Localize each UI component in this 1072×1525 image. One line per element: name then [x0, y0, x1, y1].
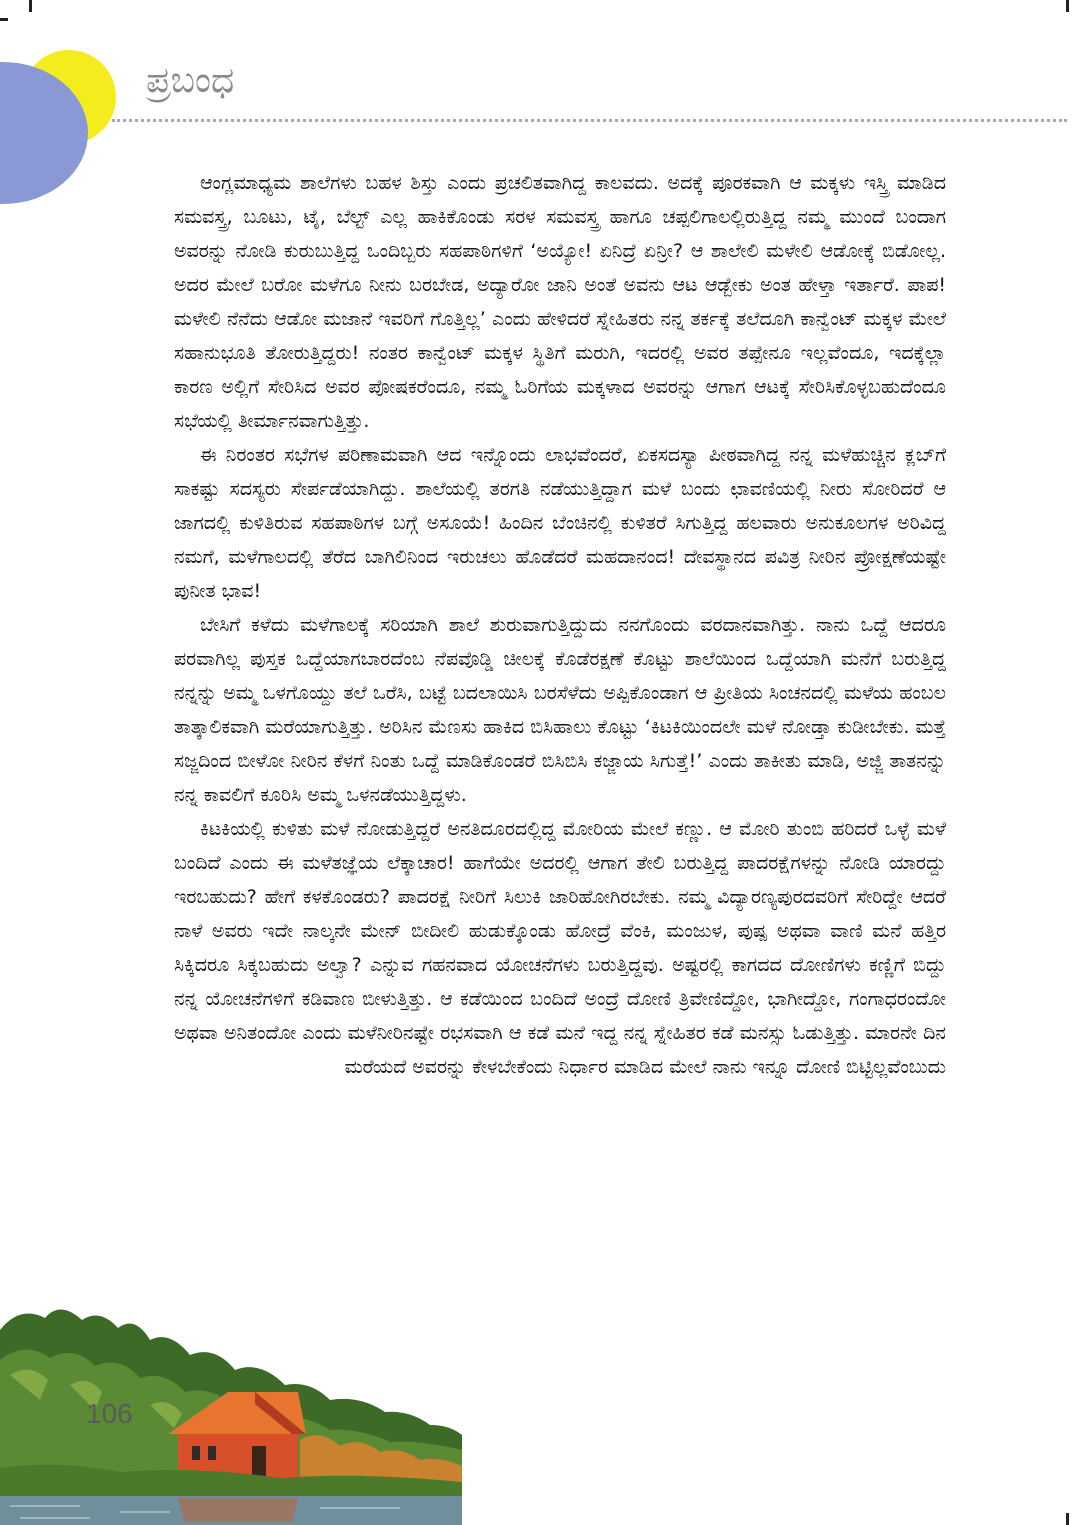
crop-mark-bottom-right [1066, 1513, 1069, 1525]
paragraph-2: ಈ ನಿರಂತರ ಸಭೆಗಳ ಪರಿಣಾಮವಾಗಿ ಆದ ಇನ್ನೊಂದು ಲಾಭವೆಂದರೆ, ಏಕಸದಸ್ಯಾ ಪೀಠವಾಗಿದ್ದ ನನ್ನ ಮಳೆಹುಚ್ಚಿನ ಕ್ಲಬ್‌ಗೆ ಸಾಕಷ್ಟು ಸದಸ್ಯರು ಸೇರ್ಪಡೆಯಾಗಿದ್ದು. ಶಾಲೆಯಲ್ಲಿ ತರಗತಿ ನಡೆಯುತ್ತಿದ್ದಾಗ ಮಳೆ ಬಂದು ಛಾವಣಿಯಲ್ಲಿ ನೀರು ಸೋರಿದರೆ ಆ ಜಾಗದಲ್ಲಿ ಕುಳಿತಿರುವ ಸಹಪಾಠಿಗಳ ಬಗ್ಗೆ ಅಸೂಯೆ! ಹಿಂದಿನ ಬೆಂಚಿನಲ್ಲಿ ಕುಳಿತರೆ ಸಿಗುತ್ತಿದ್ದ ಹಲವಾರು ಅನುಕೂಲಗಳ ಅರಿವಿದ್ದ ನಮಗೆ, ಮಳೆಗಾಲದಲ್ಲಿ ತೆರೆದ ಬಾಗಿಲಿನಿಂದ ಇರುಚಲು ಹೊಡೆದರೆ ಮಹದಾನಂದ! ದೇವಸ್ಥಾನದ ಪವಿತ್ರ ನೀರಿನ ಪ್ರೋಕ್ಷಣೆಯಷ್ಟೇ ಪುನೀತ ಭಾವ! [174, 444, 946, 602]
crop-mark-top-left [29, 0, 32, 12]
crop-mark-top-right [1066, 0, 1069, 12]
house-by-lake-illustration [0, 1300, 462, 1525]
house-window-left [192, 1446, 200, 1460]
page-number: 106 [86, 1398, 133, 1429]
section-title: ಪ್ರಬಂಧ [146, 60, 235, 101]
header-dotted-divider [112, 119, 1067, 122]
lake-reflection [178, 1498, 298, 1522]
paragraph-4: ಕಿಟಕಿಯಲ್ಲಿ ಕುಳಿತು ಮಳೆ ನೋಡುತ್ತಿದ್ದರೆ ಅನತಿದೂರದಲ್ಲಿದ್ದ ಮೋರಿಯ ಮೇಲೆ ಕಣ್ಣು. ಆ ಮೋರಿ ತುಂಬಿ ಹರಿದರೆ ಒಳ್ಳೆ ಮಳೆ ಬಂದಿದೆ ಎಂದು ಈ ಮಳೆತಜ್ಞೆಯ ಲೆಕ್ಕಾಚಾರ! ಹಾಗೆಯೇ ಅದರಲ್ಲಿ ಆಗಾಗ ತೇಲಿ ಬರುತ್ತಿದ್ದ ಪಾದರಕ್ಷೆಗಳನ್ನು ನೋಡಿ ಯಾರದ್ದು ಇರಬಹುದು? ಹೇಗೆ ಕಳಕೊಂಡರು? ಪಾದರಕ್ಷೆ ನೀರಿಗೆ ಸಿಲುಕಿ ಜಾರಿಹೋಗಿರಬೇಕು. ನಮ್ಮ ವಿದ್ಯಾರಣ್ಯಪುರದವರಿಗೆ ಸೇರಿದ್ದೇ ಆದರೆ ನಾಳೆ ಅವರು ಇದೇ ನಾಲ್ಕನೇ ಮೇನ್ ಬೀದೀಲಿ ಹುಡುಕ್ಕೊಂಡು ಹೋದ್ರೆ ವೆಂಕಿ, ಮಂಜುಳ, ಪುಷ್ಪ ಅಥವಾ ವಾಣಿ ಮನೆ ಹತ್ತಿರ ಸಿಕ್ಕಿದರೂ ಸಿಕ್ಕಬಹುದು ಅಲ್ವಾ? ಎನ್ನುವ ಗಹನವಾದ ಯೋಚನೆಗಳು ಬರುತ್ತಿದ್ದವು. ಅಷ್ಟರಲ್ಲಿ ಕಾಗದದ ದೋಣಿಗಳು ಕಣ್ಣಿಗೆ ಬಿದ್ದು ನನ್ನ ಯೋಚನೆಗಳಿಗೆ ಕಡಿವಾಣ ಬೀಳುತ್ತಿತ್ತು. ಆ ಕಡೆಯಿಂದ ಬಂದಿದೆ ಅಂದ್ರೆ ದೋಣಿ ತ್ರಿವೇಣಿದ್ದೋ, ಭಾಗೀದ್ದೋ, ಗಂಗಾಧರಂದೋ ಅಥವಾ ಅನಿತಂದೋ ಎಂದು ಮಳೆನೀರಿನಷ್ಟೇ ರಭಸವಾಗಿ ಆ ಕಡೆ ಮನೆ ಇದ್ದ ನನ್ನ ಸ್ನೇಹಿತರ ಕಡೆ ಮನಸ್ಸು ಓಡುತ್ತಿತ್ತು. ಮಾರನೇ ದಿನ ಮರೆಯದೆ ಅವರನ್ನು ಕೇಳಬೇಕೆಂದು ನಿರ್ಧಾರ ಮಾಡಿದ ಮೇಲೆ ನಾನು ಇನ್ನೂ ದೋಣಿ ಬಿಟ್ಟಿಲ್ಲವೆಂಬುದು [174, 818, 946, 1078]
paragraph-3: ಬೇಸಿಗೆ ಕಳೆದು ಮಳೆಗಾಲಕ್ಕೆ ಸರಿಯಾಗಿ ಶಾಲೆ ಶುರುವಾಗುತ್ತಿದ್ದುದು ನನಗೊಂದು ವರದಾನವಾಗಿತ್ತು. ನಾನು ಒದ್ದೆ ಆದರೂ ಪರವಾಗಿಲ್ಲ ಪುಸ್ತಕ ಒದ್ದೆಯಾಗಬಾರದೆಂಬ ನೆಪವೊಡ್ಡಿ ಚೀಲಕ್ಕೆ ಕೊಡೆರಕ್ಷಣೆ ಕೊಟ್ಟು ಶಾಲೆಯಿಂದ ಒದ್ದೆಯಾಗಿ ಮನೆಗೆ ಬರುತ್ತಿದ್ದ ನನ್ನನ್ನು ಅಮ್ಮ ಒಳಗೊಯ್ದು ತಲೆ ಒರೆಸಿ, ಬಟ್ಟೆ ಬದಲಾಯಿಸಿ ಬರಸೆಳೆದು ಅಪ್ಪಿಕೊಂಡಾಗ ಆ ಪ್ರೀತಿಯ ಸಿಂಚನದಲ್ಲಿ ಮಳೆಯ ಹಂಬಲ ತಾತ್ಕಾಲಿಕವಾಗಿ ಮರೆಯಾಗುತ್ತಿತ್ತು. ಅರಿಸಿನ ಮೆಣಸು ಹಾಕಿದ ಬಿಸಿಹಾಲು ಕೊಟ್ಟು ‘ಕಿಟಕಿಯಿಂದಲೇ ಮಳೆ ನೋಡ್ತಾ ಕುಡೀಬೇಕು. ಮತ್ತೆ ಸಜ್ಜದಿಂದ ಬೀಳೋ ನೀರಿನ ಕೆಳಗೆ ನಿಂತು ಒದ್ದೆ ಮಾಡಿಕೊಂಡರೆ ಬಿಸಿಬಿಸಿ ಕಜ್ಜಾಯ ಸಿಗುತ್ತೆ!’ ಎಂದು ತಾಕೀತು ಮಾಡಿ, ಅಜ್ಜಿ ತಾತನನ್ನು ನನ್ನ ಕಾವಲಿಗೆ ಕೂರಿಸಿ ಅಮ್ಮ ಒಳನಡೆಯುತ್ತಿದ್ದಳು. [174, 614, 946, 806]
crop-mark-left-tick [0, 18, 8, 21]
paragraph-1: ಆಂಗ್ಲಮಾಧ್ಯಮ ಶಾಲೆಗಳು ಬಹಳ ಶಿಸ್ತು ಎಂದು ಪ್ರಚಲಿತವಾಗಿದ್ದ ಕಾಲವದು. ಅದಕ್ಕೆ ಪೂರಕವಾಗಿ ಆ ಮಕ್ಕಳು ಇಸ್ತ್ರಿ ಮಾಡಿದ ಸಮವಸ್ತ್ರ, ಬೂಟು, ಟೈ, ಬೆಲ್ಟ್ ಎಲ್ಲ ಹಾಕಿಕೊಂಡು ಸರಳ ಸಮವಸ್ತ್ರ ಹಾಗೂ ಚಪ್ಪಲಿಗಾಲಲ್ಲಿರುತ್ತಿದ್ದ ನಮ್ಮ ಮುಂದೆ ಬಂದಾಗ ಅವರನ್ನು ನೋಡಿ ಕುರುಬುತ್ತಿದ್ದ ಒಂದಿಬ್ಬರು ಸಹಪಾಠಿಗಳಿಗೆ ‘ಅಯ್ಯೋ! ಏನಿದ್ರೆ ಏನ್ರೀ? ಆ ಶಾಲೇಲಿ ಮಳೇಲಿ ಆಡೋಕ್ಕೆ ಬಿಡೋಲ್ಲ. ಅದರ ಮೇಲೆ ಬರೋ ಮಳೆಗೂ ನೀನು ಬರಬೇಡ, ಅದ್ಯಾರೋ ಜಾನಿ ಅಂತೆ ಅವನು ಆಟ ಆಡ್ಬೇಕು ಅಂತ ಹೇಳ್ತಾ ಇರ್ತಾರೆ. ಪಾಪ! ಮಳೇಲಿ ನೆನೆದು ಆಡೋ ಮಜಾನೆ ಇವರಿಗೆ ಗೊತ್ತಿಲ್ಲ’ ಎಂದು ಹೇಳಿದರೆ ಸ್ನೇಹಿತರು ನನ್ನ ತರ್ಕಕ್ಕೆ ತಲೆದೂಗಿ ಕಾನ್ವೆಂಟ್ ಮಕ್ಕಳ ಮೇಲೆ ಸಹಾನುಭೂತಿ ತೋರುತ್ತಿದ್ದರು! ನಂತರ ಕಾನ್ವೆಂಟ್ ಮಕ್ಕಳ ಸ್ಥಿತಿಗೆ ಮರುಗಿ, ಇದರಲ್ಲಿ ಅವರ ತಪ್ಪೇನೂ ಇಲ್ಲವೆಂದೂ, ಇದಕ್ಕೆಲ್ಲಾ ಕಾರಣ ಅಲ್ಲಿಗೆ ಸೇರಿಸಿದ ಅವರ ಪೋಷಕರೆಂದೂ, ನಮ್ಮ ಓರಿಗೆಯ ಮಕ್ಕಳಾದ ಅವರನ್ನು ಆಗಾಗ ಆಟಕ್ಕೆ ಸೇರಿಸಿಕೊಳ್ಳಬಹುದೆಂದೂ ಸಭೆಯಲ್ಲಿ ತೀರ್ಮಾನವಾಗುತ್ತಿತ್ತು. [174, 172, 946, 432]
house-window-right [208, 1446, 216, 1460]
essay-body [174, 166, 946, 1084]
